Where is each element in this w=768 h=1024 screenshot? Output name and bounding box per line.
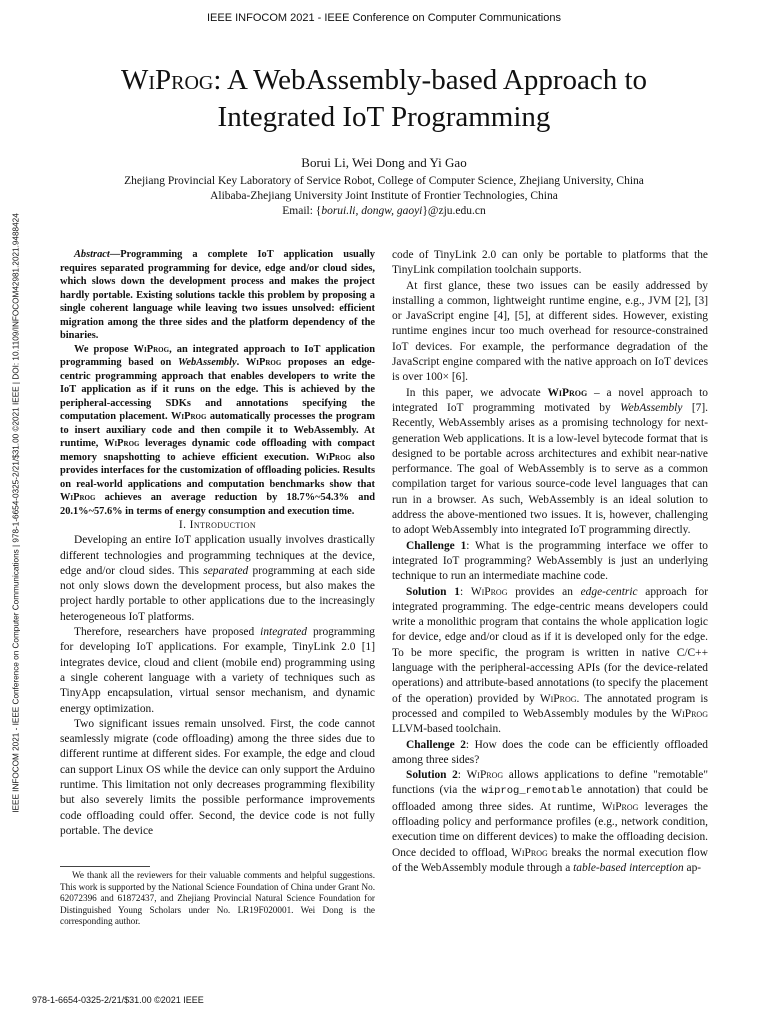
solution-2: Solution 2: WiProg allows applications to define "remotable" functions (via the wiprog_remotable annotation) that could be offloaded among three sides. At runtime, WiProg leverages the offloading policy and performance profiles (e.g., network condition, execution time on different devices) to make the offloading decision. Once decided to offload, WiProg breaks the normal execution flow of the WebAssembly module through a table-based interception ap-: [392, 769, 709, 874]
email-label: Email: {: [282, 205, 322, 217]
affiliation-2: Alibaba-Zhejiang University Joint Institute of Frontier Technologies, China: [210, 190, 558, 202]
right-p0: code of TinyLink 2.0 can only be portable to platforms that the TinyLink compilation toolchain supports.: [392, 249, 708, 277]
conference-header: IEEE INFOCOM 2021 - IEEE Conference on Computer Communications: [207, 12, 561, 24]
email-domain: }@zju.edu.cn: [422, 205, 486, 217]
paper-title: [60, 62, 708, 136]
intro-p3: Two significant issues remain unsolved. First, the code cannot seamlessly migrate (code offloading) among the three sides due to different runtime at different sides. For example, the edge and cloud can support Linux OS while the device can only support the Arduino runtime. This limitation not only decreases programming flexibility but also severely limits the possible performance improvements code offloading could offer. Second, the device code is not fully portable. The device: [60, 717, 375, 837]
abstract-lead: Abstract: [74, 249, 110, 260]
email: [40, 204, 728, 219]
footnote: We thank all the reviewers for their valuable comments and helpful suggestions. This work is supported by the National Science Foundation of China under Grant No. 62072396 and 61872437, and Zhejiang Provincial Natural Science Foundation for Distinguished Young Scholars under No. LR19F020001. Wei Dong is the corresponding author.: [60, 870, 375, 927]
intro-p1: Developing an entire IoT application usually involves drastically different technologies and programming techniques at the device, edge and/or cloud sides. This separated programming at each side not only slows down the development process, but also makes the project hardly portable to other applications due to the increasingly heterogeneous IoT platforms.: [60, 534, 376, 623]
right-p1: At first glance, these two issues can be easily addressed by installing a common, lightweight runtime engine, e.g., JVM [2], [3] or JavaScript engine [4], [5], at different sides. However, existing runtime engines incur too much overhead for resource-constrained IoT devices. For example, the performance degradation of the JavaScript engine compared with the native approach on IoT devices is over 100× [6].: [392, 279, 708, 384]
copyright-line: 978-1-6654-0325-2/21/$31.00 ©2021 IEEE: [32, 995, 204, 1005]
right-column: [392, 248, 708, 876]
doi-sidebar-text: IEEE INFOCOM 2021 - IEEE Conference on Computer Communications | 978-1-6654-0325-2/21/$31.00 ©2021 IEEE | DOI: 10.1109/INFOCOM42981.2021.9488424: [11, 212, 21, 813]
title-line1: : A WebAssembly-based Approach to: [213, 64, 648, 96]
footnote-rule: [60, 866, 150, 867]
intro-p2: Therefore, researchers have proposed integrated programming for developing IoT applications. For example, TinyLink 2.0 [1] integrates device, cloud and client (mobile end) programming using a single coherent language with a variety of techniques such as TinyApp encapsulation, virtual sensor mechanism, and dynamic energy optimization.: [60, 626, 375, 715]
left-column: [60, 248, 375, 839]
authors: Borui Li, Wei Dong and Yi Gao: [301, 155, 467, 170]
abstract-text-1: —Programming a complete IoT application usually requires separated programming for device, edge and/or cloud sides, which slows down the development process and makes the project hardly portable. Existing solutions tackle this problem by proposing a single coherent language while leaving two issues unsolved: efficient migration among the three sides and the platform dependency of the binaries.: [60, 249, 375, 341]
abstract-p1: [60, 248, 375, 343]
solution-1: Solution 1: WiProg provides an edge-centric approach for integrated programming. The edge-centric means developers could write a monolithic program that contains the whole application logic for device, edge and/or cloud as if it is developed only for the edge. To be more specific, the program is written in native C/C++ language with the peripheral-accessing APIs (for the device-related operations) and attribute-based annotations (to specify the placement of the operation) provided by WiProg. The annotated program is processed and compiled to WebAssembly modules by the WiProg LLVM-based toolchain.: [392, 585, 709, 736]
challenge-2: Challenge 2: How does the code can be efficiently offloaded among three sides?: [392, 738, 709, 766]
doi-sidebar: [10, 160, 22, 865]
abstract: [60, 248, 375, 518]
affiliation-1: Zhejiang Provincial Key Laboratory of Service Robot, College of Computer Science, Zhejiang University, China: [124, 175, 644, 187]
section-heading-introduction: I. Introduction: [178, 519, 257, 531]
title-system-name: WiProg: [120, 64, 214, 96]
challenge-1: Challenge 1: What is the programming interface we offer to integrated IoT programming? WebAssembly is just an underlying technique to run an intermediate machine code.: [392, 539, 708, 583]
right-p2: In this paper, we advocate WiProg – a novel approach to integrated IoT programming motivated by WebAssembly [7]. Recently, WebAssembly arises as a promising technology for next-generation Web applications. It is a low-level bytecode format that is designed to be portable across architectures and exhibit near-native performance. The goal of WebAssembly is to serve as a common compilation target for various source-code level languages that can run in a browser. As such, WebAssembly is an ideal solution to address the above-mentioned two issues. It is, however, challenging to adopt WebAssembly into integrated IoT programming directly.: [392, 386, 708, 537]
title-line2: Integrated IoT Programming: [217, 101, 551, 133]
email-names: borui.li, dongw, gaoyi: [321, 205, 423, 217]
abstract-p2: We propose WiProg, an integrated approach to IoT application programming based on WebAssembly. WiProg proposes an edge-centric programming approach that enables developers to write the IoT application as if it runs on the edge. This is achieved by the peripheral-accessing SDKs and annotations specifying the computation placement. WiProg automatically processes the program to insert auxiliary code and then compile it to WebAssembly. At runtime, WiProg leverages dynamic code offloading with compact memory snapshotting to achieve efficient execution. WiProg also provides interfaces for the customization of offloading policies. Results on real-world applications and computation benchmarks show that WiProg achieves an average reduction by 18.7%~54.3% and 20.1%~57.6% in terms of energy consumption and execution time.: [60, 343, 376, 517]
code-annotation: wiprog_remotable: [481, 785, 583, 798]
